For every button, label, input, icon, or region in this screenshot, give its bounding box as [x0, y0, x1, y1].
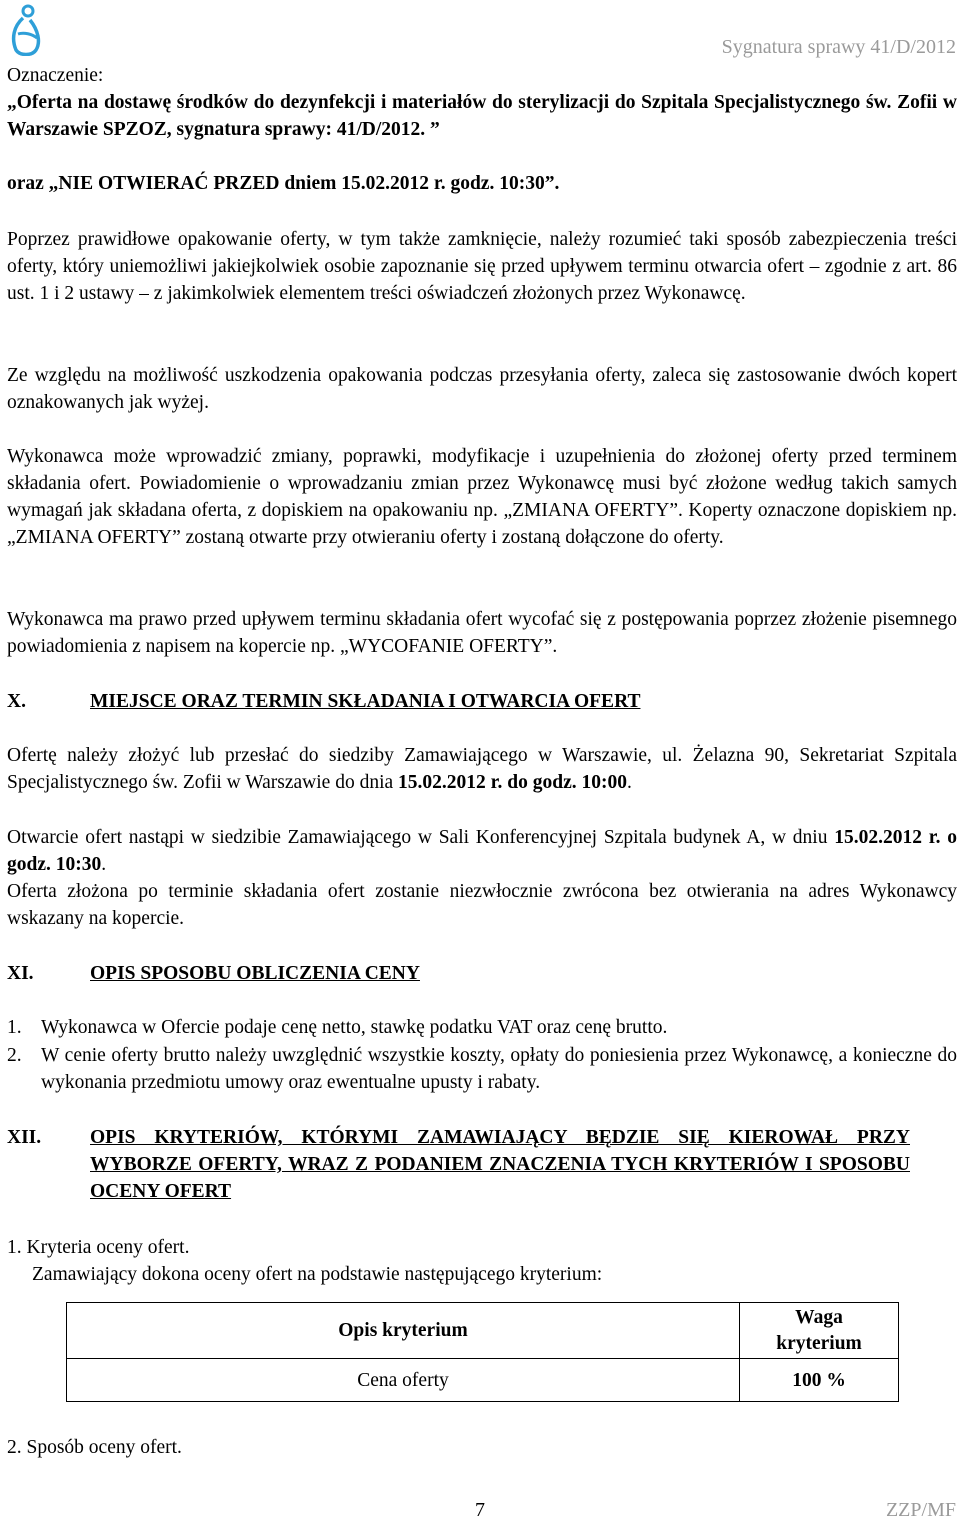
table-header-row — [67, 1303, 899, 1359]
criteria-table — [66, 1302, 899, 1402]
submission-paragraph — [7, 742, 957, 796]
changes-paragraph: Wykonawca może wprowadzić zmiany, poprawki, modyfikacje i uzupełnienia do złożonej oferty przed terminem składania ofert. Powiadomienie o wprowadzaniu zmian przez Wykonawcę musi być złożone według takich samych wymagań jak składana oferta, z dopiskiem na opakowaniu np. „ZMIANA OFERTY”. Koperty oznaczone dopiskiem np. „ZMIANA OFERTY” zostaną otwarte przy otwieraniu oferty i zostaną dołączone do oferty. — [7, 446, 957, 548]
list-item-text: W cenie oferty brutto należy uwzględnić wszystkie koszty, opłaty do poniesienia przez Wykonawcę, a konieczne do wykonania przedmiotu umowy oraz ewentualne upusty i rabaty. — [41, 1045, 957, 1093]
table-cell — [740, 1359, 899, 1402]
submission-end: . — [627, 772, 632, 793]
evaluation-method-item: 2. Sposób oceny ofert. — [7, 1437, 182, 1458]
section-xii-title: OPIS KRYTERIÓW, KTÓRYMI ZAMAWIAJĄCY BĘDZIE SIĘ KIEROWAŁ PRZY WYBORZE OFERTY, WRAZ Z PODANIEM ZNACZENIA TYCH KRYTERIÓW I SPOSOBU OCENY OFERT — [90, 1127, 910, 1202]
criterion-weight: 100 % — [792, 1369, 846, 1391]
submission-deadline: 15.02.2012 r. do godz. 10:00 — [398, 772, 627, 793]
table-cell — [67, 1359, 740, 1402]
section-xii-heading — [7, 1124, 957, 1206]
opening-end: . — [101, 854, 107, 875]
list-item-text: Wykonawca w Ofercie podaje cenę netto, stawkę podatku VAT oraz cenę brutto. — [41, 1017, 668, 1038]
table-row — [67, 1359, 899, 1402]
section-x-number: X. — [7, 691, 26, 712]
criterion-name: Cena oferty — [357, 1369, 449, 1391]
header-weight: Waga kryterium — [776, 1306, 862, 1354]
section-x-title: MIEJSCE ORAZ TERMIN SKŁADANIA I OTWARCIA OFERT — [90, 691, 641, 712]
opening-date: 15.02.2012 r. o godz. 10:30 — [7, 827, 957, 875]
marking-label: Oznaczenie: — [7, 65, 104, 86]
opening-text: Otwarcie ofert nastąpi w siedzibie Zamawiającego w Sali Konferencyjnej Szpitala budynek A, w dniu — [7, 827, 835, 848]
list-item — [7, 1014, 957, 1041]
submission-text: Ofertę należy złożyć lub przesłać do siedziby Zamawiającego w Warszawie, ul. Żelazna 90, Sekretariat Szpitala Specjalistycznego św. Zofii w Warszawie do dnia — [7, 745, 957, 793]
section-xi-number: XI. — [7, 963, 34, 984]
hospital-logo-icon — [6, 4, 46, 56]
section-xi-title: OPIS SPOSOBU OBLICZENIA CENY — [90, 963, 420, 984]
section-x-heading — [7, 688, 957, 715]
footer-code: ZZP/MF — [885, 1499, 956, 1521]
do-not-open-notice: oraz „NIE OTWIERAĆ PRZED dniem 15.02.2012 r. godz. 10:30”. — [7, 173, 560, 194]
criteria-item: 1. Kryteria oceny ofert. — [7, 1237, 190, 1258]
withdrawal-paragraph: Wykonawca ma prawo przed upływem terminu składania ofert wycofać się z postępowania poprzez złożenie pisemnego powiadomienia z napisem na kopercie np. „WYCOFANIE OFERTY”. — [7, 609, 957, 657]
header-description: Opis kryterium — [338, 1320, 468, 1341]
page-number: 7 — [475, 1499, 485, 1521]
late-offer-paragraph: Oferta złożona po terminie składania ofert zostanie niezwłocznie zwrócona bez otwierania na adres Wykonawcy wskazany na kopercie. — [7, 881, 957, 929]
list-item — [7, 1042, 957, 1096]
list-item-number: 2. — [7, 1045, 22, 1066]
packaging-paragraph: Poprzez prawidłowe opakowanie oferty, w tym także zamknięcie, należy rozumieć taki sposób zabezpieczenia treści oferty, który uniemożliwi jakiejkolwiek osobie zapoznanie się przed upływem terminu otwarcia ofert – zgodnie z art. 86 ust. 1 i 2 ustawy – z jakimkolwiek elementem treści oświadczeń złożonych przez Wykonawcę. — [7, 229, 957, 304]
table-header-cell — [67, 1303, 740, 1359]
criteria-description: Zamawiający dokona oceny ofert na podstawie następującego kryterium: — [32, 1264, 603, 1285]
opening-paragraph — [7, 824, 957, 878]
section-xii-number: XII. — [7, 1127, 42, 1148]
case-signature: Sygnatura sprawy 41/D/2012 — [721, 36, 956, 58]
list-item-number: 1. — [7, 1017, 22, 1038]
table-header-cell — [740, 1303, 899, 1359]
section-xi-heading — [7, 960, 957, 987]
offer-title: „Oferta na dostawę środków do dezynfekcji i materiałów do sterylizacji do Szpitala Specjalistycznego św. Zofii w Warszawie SPZOZ, sygnatura sprawy: 41/D/2012. ” — [7, 92, 957, 140]
envelope-paragraph: Ze względu na możliwość uszkodzenia opakowania podczas przesyłania oferty, zaleca się zastosowanie dwóch kopert oznakowanych jak wyżej. — [7, 365, 957, 413]
